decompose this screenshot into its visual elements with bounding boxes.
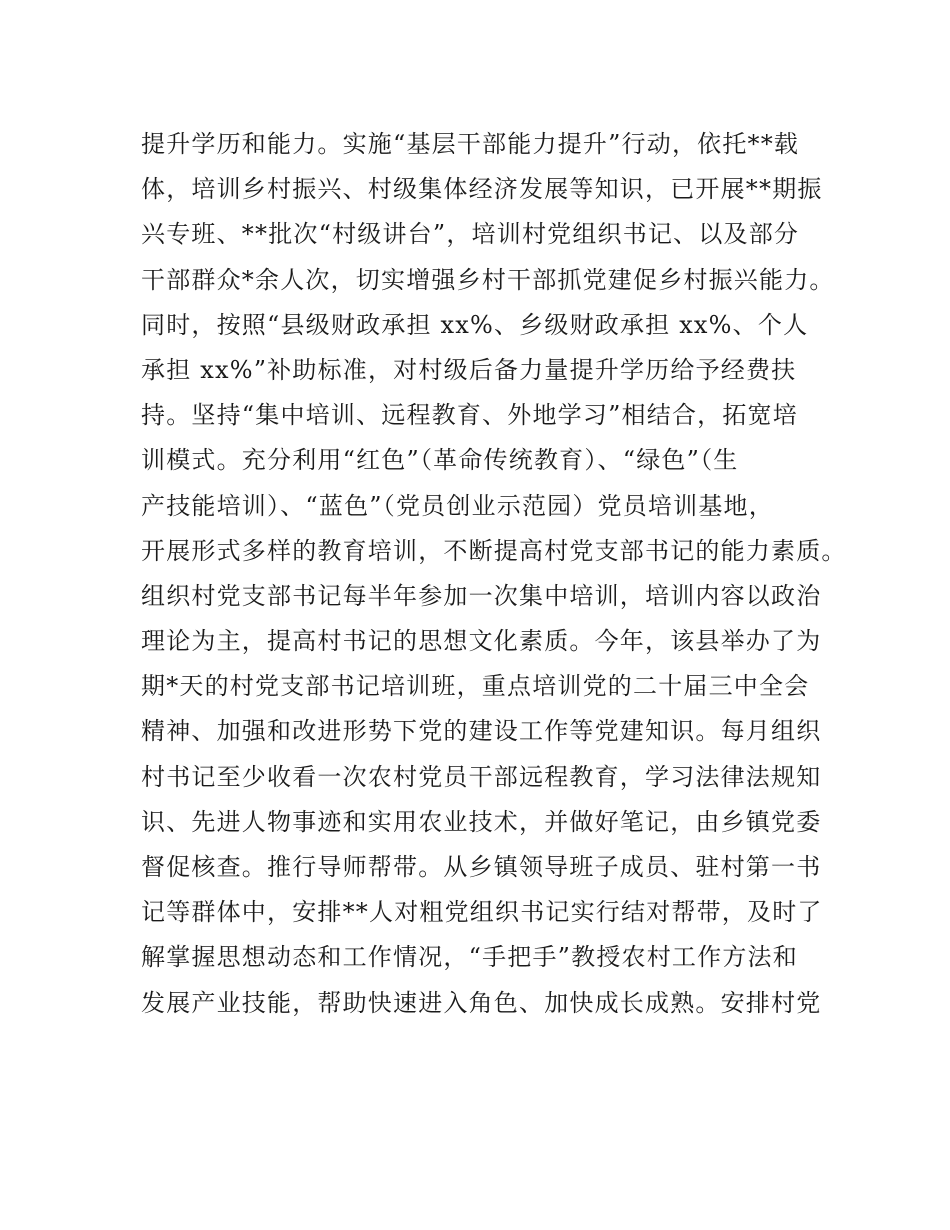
text-line: 训模式。充分利用“红色”（革命传统教育）、“绿色”（生 xyxy=(141,446,739,475)
text-line: 产技能培训）、“蓝色”（党员创业示范园）党员培训基地， xyxy=(141,491,774,520)
text-line: 承担 xx%”补助标准，对村级后备力量提升学历给予经费扶 xyxy=(141,355,797,384)
text-line: 精神、加强和改进形势下党的建设工作等党建知识。每月组织 xyxy=(141,717,822,746)
text-line: 组织村党支部书记每半年参加一次集中培训，培训内容以政治 xyxy=(141,581,822,610)
text-line: 期*天的村党支部书记培训班，重点培训党的二十届三中全会 xyxy=(141,672,810,701)
text-line: 持。坚持“集中培训、远程教育、外地学习”相结合，拓宽培 xyxy=(141,401,798,430)
text-line: 体，培训乡村振兴、村级集体经济发展等知识，已开展**期振 xyxy=(141,175,823,204)
text-line: 解掌握思想动态和工作情况，“手把手”教授农村工作方法和 xyxy=(141,943,798,972)
text-line: 干部群众*余人次，切实增强乡村干部抓党建促乡村振兴能力。 xyxy=(141,265,835,294)
text-line: 开展形式多样的教育培训，不断提高村党支部书记的能力素质。 xyxy=(141,536,847,565)
text-line: 理论为主，提高村书记的思想文化素质。今年，该县举办了为 xyxy=(141,627,822,656)
text-line: 督促核查。推行导师帮带。从乡镇领导班子成员、驻村第一书 xyxy=(141,853,822,881)
text-line: 提升学历和能力。实施“基层干部能力提升”行动，依托**载 xyxy=(141,130,800,158)
text-line: 村书记至少收看一次农村党员干部远程教育，学习法律法规知 xyxy=(141,762,822,791)
text-line: 记等群体中，安排**人对粗党组织书记实行结对帮带，及时了 xyxy=(141,898,823,927)
text-line: 同时，按照“县级财政承担 xx%、乡级财政承担 xx%、个人 xyxy=(141,310,809,339)
body-text xyxy=(141,122,847,1026)
text-line: 兴专班、**批次“村级讲台”，培训村党组织书记、以及部分 xyxy=(141,220,800,249)
text-line: 识、先进人物事迹和实用农业技术，并做好笔记，由乡镇党委 xyxy=(141,807,822,836)
text-line: 发展产业技能，帮助快速进入角色、加快成长成熟。安排村党 xyxy=(141,988,822,1017)
